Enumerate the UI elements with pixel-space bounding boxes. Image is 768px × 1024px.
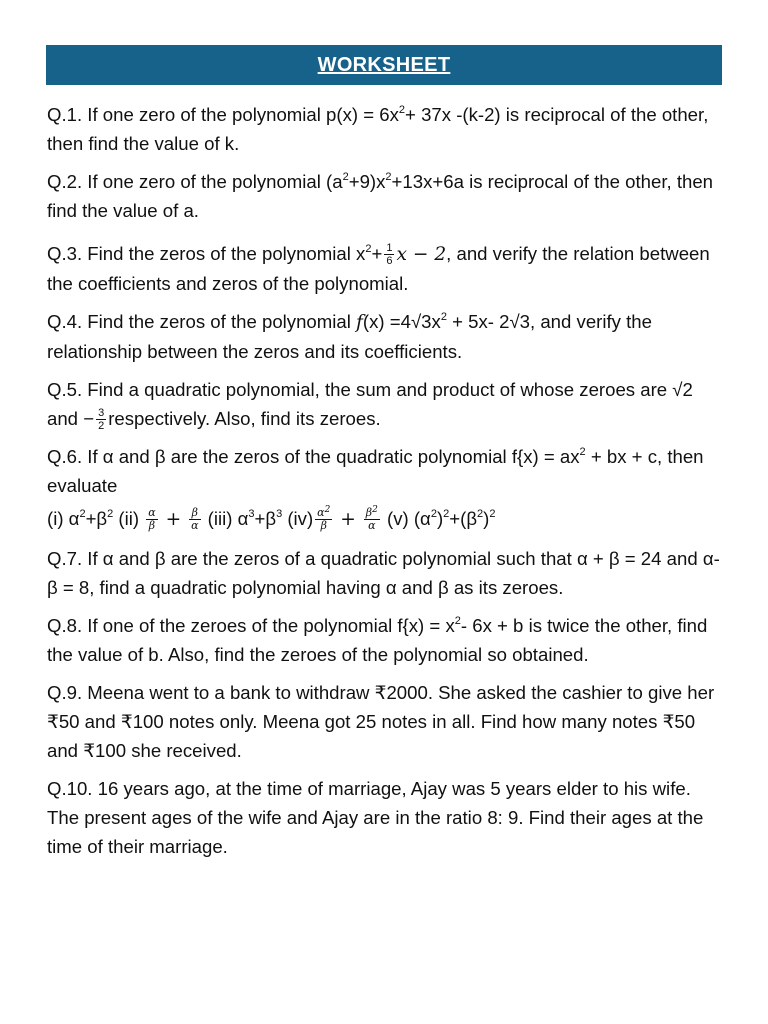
q6-fraction-3-num-sup: 2 bbox=[324, 504, 331, 515]
q8-text-a: Q.8. If one of the zeroes of the polynomial f{x) = x bbox=[47, 615, 455, 636]
q1-text-b: + 37x -(k-2) is reciprocal of the other, then find the value of k. bbox=[47, 104, 709, 154]
q6-part-ii: (ii) bbox=[113, 508, 145, 529]
q5-text-a: Q.5. Find a quadratic polynomial, the sum and product of whose zeroes are √2 and − bbox=[47, 379, 693, 429]
q6-part-v-sup-4: 2 bbox=[489, 508, 496, 520]
q4-superscript: 2 bbox=[440, 311, 447, 323]
q8-superscript: 2 bbox=[454, 615, 461, 627]
q2-text-a: Q.2. If one zero of the polynomial (a bbox=[47, 171, 343, 192]
q6-fraction-4-num-base: β bbox=[365, 505, 373, 519]
q6-fraction-1-num: α bbox=[148, 505, 156, 519]
q3-math-expression: x − 2 bbox=[396, 244, 447, 265]
q3-superscript: 2 bbox=[365, 243, 372, 255]
question-1 bbox=[47, 100, 727, 158]
q6-part-v-sup-2: 2 bbox=[443, 508, 450, 520]
q6-fraction-3-num bbox=[315, 504, 332, 520]
question-7: Q.7. If α and β are the zeros of a quadratic polynomial such that α + β = 24 and α- β = 8, find a quadratic polynomial having α and β as its zeroes. bbox=[47, 548, 720, 598]
q1-text-a: Q.1. If one zero of the polynomial p(x) = 6x bbox=[47, 104, 399, 125]
q6-superscript: 2 bbox=[579, 446, 586, 458]
q1-superscript: 2 bbox=[398, 104, 406, 116]
q6-part-v: (v) (α bbox=[381, 508, 431, 529]
q4-text-a: Q.4. Find the zeros of the polynomial bbox=[47, 311, 357, 332]
q2-superscript-2: 2 bbox=[385, 171, 392, 183]
q6-part-v-sup-3: 2 bbox=[477, 508, 484, 520]
q2-text-b: +9)x bbox=[348, 171, 386, 192]
q2-superscript-1: 2 bbox=[342, 171, 349, 183]
q6-text-a: Q.6. If α and β are the zeros of the quadratic polynomial f{x) = ax bbox=[47, 446, 580, 467]
q6-part-iii: (iii) α bbox=[202, 508, 249, 529]
q5-fraction-numerator: 3 bbox=[98, 406, 105, 419]
q6-fraction-beta-alpha bbox=[189, 507, 200, 532]
q3-text-a: Q.3. Find the zeros of the polynomial x bbox=[47, 243, 366, 264]
q3-fraction bbox=[384, 242, 394, 267]
q8-text-b: - 6x + b is twice the other, find the value of b. Also, find the zeroes of the polynomial so obtained. bbox=[47, 615, 708, 665]
q3-text-d: , and verify the relation between the coefficients and zeros of the polynomial. bbox=[47, 243, 710, 294]
q6-part-v-c: +(β bbox=[449, 508, 478, 529]
question-10: Q.10. 16 years ago, at the time of marriage, Ajay was 5 years elder to his wife. The present ages of the wife and Ajay are in the ratio 8: 9. Find their ages at the time of their marriage. bbox=[47, 778, 704, 857]
question-6-parts bbox=[47, 504, 727, 534]
q3-fraction-denominator: 6 bbox=[386, 254, 393, 267]
question-4 bbox=[47, 307, 727, 366]
q2-text-c: +13x+6a is reciprocal of the other, then find the value of a. bbox=[47, 171, 714, 221]
q6-fraction-2-den: α bbox=[191, 518, 199, 532]
q6-part-i-sup-2: 2 bbox=[107, 508, 114, 520]
q6-fraction-4-num-sup: 2 bbox=[372, 504, 378, 515]
question-9: Q.9. Meena went to a bank to withdraw ₹2000. She asked the cashier to give her ₹50 and ₹100 notes only. Meena got 25 notes in all. Find how many notes ₹50 and ₹100 she received. bbox=[47, 682, 715, 761]
q6-part-i: (i) α bbox=[47, 508, 80, 529]
q6-part-v-d: ) bbox=[483, 508, 490, 529]
q3-fraction-numerator: 1 bbox=[386, 241, 393, 254]
q6-part-v-sup-1: 2 bbox=[430, 508, 437, 520]
q5-text-b: respectively. Also, find its zeroes. bbox=[108, 408, 381, 429]
q4-text-b: (x) =4√3x bbox=[362, 311, 441, 332]
worksheet-header-banner bbox=[46, 45, 722, 85]
q6-fraction-2-num: β bbox=[189, 507, 200, 520]
q6-fraction-4-num bbox=[364, 504, 380, 520]
q5-fraction bbox=[96, 407, 106, 432]
q5-fraction-denominator: 2 bbox=[98, 419, 105, 432]
q6-part-iii-b: +β bbox=[254, 508, 277, 529]
q6-fraction-3-den: β bbox=[320, 518, 327, 532]
question-6 bbox=[47, 442, 727, 500]
worksheet-title: WORKSHEET bbox=[317, 53, 451, 76]
q6-fraction-alpha2-beta bbox=[315, 504, 332, 532]
q6-part-iv: (iv) bbox=[282, 508, 314, 529]
q6-text-b: + bx + c, then evaluate bbox=[47, 446, 704, 496]
question-3 bbox=[47, 239, 727, 298]
q6-part-iii-sup-2: 3 bbox=[276, 508, 283, 520]
question-5 bbox=[47, 375, 727, 433]
q6-fraction-4-den: α bbox=[368, 518, 376, 532]
q6-part-v-b: ) bbox=[436, 508, 444, 529]
q6-fraction-3-num-base: α bbox=[317, 505, 325, 519]
q6-fraction-beta2-alpha bbox=[364, 504, 380, 532]
q6-fraction-alpha-beta bbox=[146, 507, 157, 532]
question-8 bbox=[47, 611, 727, 669]
q4-function-name: f bbox=[356, 312, 363, 333]
q4-text-c: + 5x- 2√3, and verify the relationship between the zeros and its coefficients. bbox=[47, 311, 652, 362]
question-2 bbox=[47, 167, 727, 225]
q6-fraction-1-den: β bbox=[148, 518, 156, 532]
q6-plus-2: + bbox=[334, 509, 362, 530]
q6-plus-1: + bbox=[159, 509, 188, 530]
question-list bbox=[47, 100, 727, 870]
q6-part-i-sup-1: 2 bbox=[79, 508, 86, 520]
q6-part-i-b: +β bbox=[85, 508, 108, 529]
q3-text-b: + bbox=[371, 243, 383, 264]
q6-part-iii-sup-1: 3 bbox=[248, 508, 255, 520]
